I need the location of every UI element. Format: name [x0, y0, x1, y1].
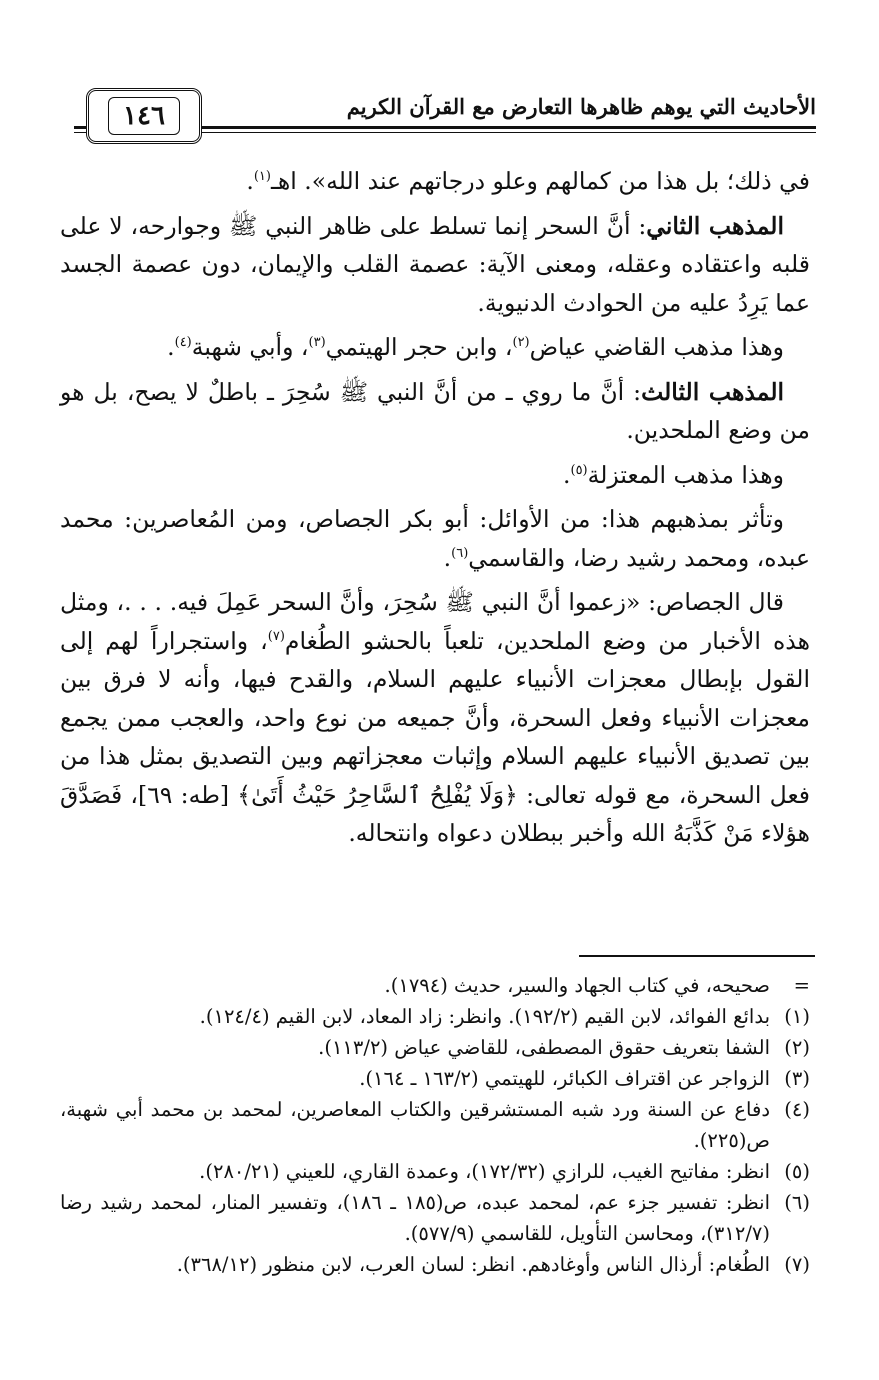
paragraph-text: قال الجصاص: «زعموا أنَّ النبي ﷺ سُحِرَ، وأنَّ السحر عَمِلَ فيه. . . .، ومثل هذه الأخبار من وضع الملحدين، تلعباً بالحشو الطُغام — [60, 588, 811, 655]
footnote-mark: (٦) — [784, 1191, 810, 1214]
footnote-mark: (٣) — [784, 1067, 810, 1090]
footnote-ref: (٦) — [451, 545, 469, 561]
footnote-ref: (٣) — [308, 335, 326, 351]
footnote-mark: (٥) — [784, 1160, 810, 1183]
paragraph-text: ، واستجراراً لهم إلى القول بإبطال معجزات الأنبياء عليهم السلام، والقدح فيها، وأنه لا فرق بين معجزات الأنبياء وفعل السحرة، وأنَّ جميعه من نوع واحد، والعجب ممن يجمع بين تصديق الأنبياء عليهم السلام وإثبات معجزاتهم وبين التصديق بمثل هذا من فعل السحرة، مع قوله تعالى: ﴿وَلَا يُفْلِحُ ٱلسَّاحِرُ حَيْثُ أَتَىٰ﴾ [طه: ٦٩]، فَصَدَّقَ هؤلاء مَنْ كَذَّبَهُ الله وأخبر ببطلان دعواه وانتحاله. — [60, 626, 811, 847]
paragraph — [60, 373, 810, 450]
paragraph-text: . — [563, 460, 571, 489]
paragraph-text: . — [443, 543, 452, 572]
paragraph — [60, 500, 810, 577]
header-title: الأحاديث التي يوهم ظاهرها التعارض مع القرآن الكريم — [226, 92, 816, 122]
paragraph-text: ، وأبي شهبة — [191, 333, 309, 361]
section-label: المذهب الثاني — [646, 211, 784, 240]
paragraph-text: ، وابن حجر الهيتمي — [325, 333, 513, 361]
footnote-text: بدائع الفوائد، لابن القيم (١٩٢/٢). وانظر: زاد المعاد، لابن القيم (١٢٤/٤). — [199, 1005, 770, 1028]
paragraph-text: : أنَّ ما روي ـ من أنَّ النبي ﷺ سُحِرَ ـ باطلٌ لا يصح، بل هو من وضع الملحدين. — [60, 377, 810, 444]
footnote-text: دفاع عن السنة ورد شبه المستشرقين والكتاب المعاصرين، لمحمد بن محمد أبي شهبة، ص(٢٢٥). — [60, 1098, 770, 1152]
paragraph-text: وهذا مذهب المعتزلة — [587, 460, 784, 489]
paragraph-text: . — [246, 167, 254, 195]
footnote-text: الزواجر عن اقتراف الكبائر، للهيتمي (١٦٣/٢ ـ ١٦٤). — [359, 1067, 770, 1090]
paragraph — [60, 583, 810, 853]
page-number: ١٤٦ — [108, 97, 180, 135]
paragraph — [60, 456, 810, 495]
footnote-item — [60, 970, 810, 1001]
footnote-ref: (٢) — [512, 335, 530, 351]
footnote-ref: (٥) — [570, 462, 588, 478]
footnote-item — [60, 1187, 810, 1249]
footnote-mark: (١) — [784, 1005, 810, 1028]
footnote-ref: (٤) — [174, 335, 192, 351]
footnote-item — [60, 1156, 810, 1187]
paragraph — [60, 207, 810, 323]
footnote-mark: (٤) — [784, 1098, 810, 1121]
paragraph-text: وتأثر بمذهبهم هذا: من الأوائل: أبو بكر الجصاص، ومن المُعاصرين: محمد عبده، ومحمد رشيد رضا، والقاسمي — [60, 505, 810, 572]
page-number-frame — [86, 88, 202, 144]
main-text — [60, 162, 810, 859]
footnotes — [60, 970, 810, 1280]
footnote-mark: (٢) — [784, 1036, 810, 1059]
footnote-item — [60, 1032, 810, 1063]
footnote-text: الطُغام: أرذال الناس وأوغادهم. انظر: لسان العرب، لابن منظور (٣٦٨/١٢). — [176, 1253, 770, 1276]
paragraph-text: : أنَّ السحر إنما تسلط على ظاهر النبي ﷺ وجوارحه، لا على قلبه واعتقاده وعقله، ومعنى الآية: عصمة القلب والإيمان، دون عصمة الجسد عما يَرِدُ عليه من الحوادث الدنيوية. — [60, 211, 810, 317]
footnote-text: الشفا بتعريف حقوق المصطفى، للقاضي عياض (١١٣/٢). — [318, 1036, 770, 1059]
section-label: المذهب الثالث — [641, 377, 785, 406]
footnote-item — [60, 1063, 810, 1094]
paragraph-text: وهذا مذهب القاضي عياض — [529, 333, 784, 361]
footnote-separator — [579, 955, 815, 957]
footnote-text: انظر: تفسير جزء عم، لمحمد عبده، ص(١٨٥ ـ ١٨٦)، وتفسير المنار، لمحمد رشيد رضا (٣١٢/٧)، ومحاسن التأويل، للقاسمي (٥٧٧/٩). — [60, 1191, 771, 1245]
footnote-ref: (١) — [253, 169, 271, 185]
paragraph — [60, 328, 810, 367]
footnote-ref: (٧) — [267, 628, 285, 644]
footnote-item — [60, 1249, 810, 1280]
footnote-mark: (٧) — [784, 1253, 810, 1276]
paragraph-text: في ذلك؛ بل هذا من كمالهم وعلو درجاتهم عند الله». اهـ — [270, 167, 810, 195]
footnote-item — [60, 1001, 810, 1032]
footnote-mark: = — [793, 974, 810, 997]
paragraph — [60, 162, 810, 201]
footnote-text: انظر: مفاتيح الغيب، للرازي (١٧٢/٣٢)، وعمدة القاري، للعيني (٢٨٠/٢١). — [199, 1160, 770, 1183]
running-header — [56, 86, 816, 146]
footnote-text: صحيحه، في كتاب الجهاد والسير، حديث (١٧٩٤). — [384, 974, 770, 997]
footnote-item — [60, 1094, 810, 1156]
paragraph-text: . — [167, 333, 175, 361]
